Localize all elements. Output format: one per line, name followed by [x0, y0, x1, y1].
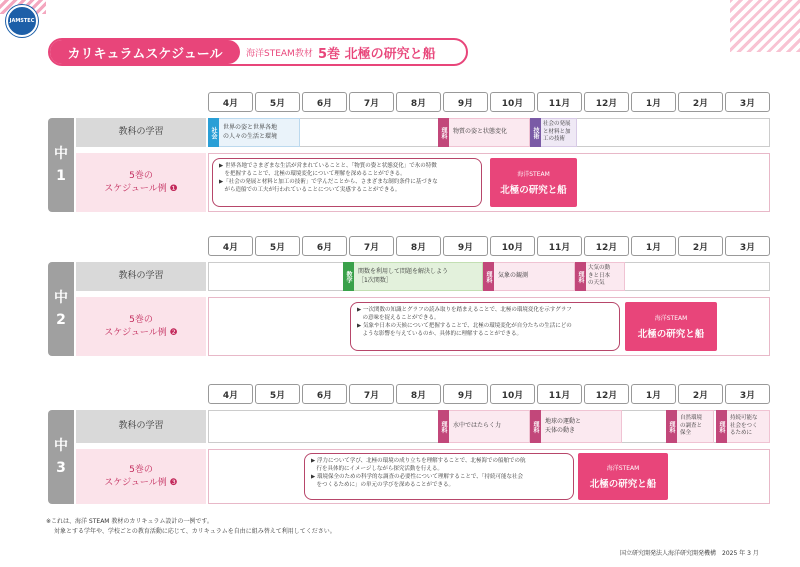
subject-item-text: と材料と加 — [543, 128, 571, 135]
month-cell: 4月 — [208, 92, 253, 112]
schedule-row-label — [76, 297, 206, 356]
title-bar — [48, 38, 468, 66]
month-cell: 12月 — [584, 236, 629, 256]
steam-title: 北極の研究と船 — [637, 329, 705, 340]
subject-item — [453, 410, 528, 443]
subject-item-text: きと日本 — [588, 272, 611, 279]
schedule-label-line — [104, 327, 177, 339]
steam-label: 海洋STEAM — [517, 171, 550, 178]
subject-tag: 理科 — [438, 118, 449, 147]
month-cell: 1月 — [631, 92, 676, 112]
schedule-label-text: スケジュール例 — [104, 183, 167, 194]
month-cell: 3月 — [725, 384, 770, 404]
subject-item — [223, 118, 301, 147]
month-cell: 1月 — [631, 236, 676, 256]
month-cell: 7月 — [349, 384, 394, 404]
schedule-note — [212, 158, 482, 207]
corner-stripes-right — [730, 0, 800, 52]
grade-prefix: 中 — [54, 437, 68, 454]
note-line: ▶ 一次関数の知識とグラフの読み取りを踏まえることで、北極の環境変化を示すグラフ — [357, 307, 572, 313]
volume-title: 5巻 北極の研究と船 — [318, 46, 436, 62]
subject-item-text: 社会の発展 — [543, 121, 571, 128]
subject-tag: 理科 — [530, 410, 541, 443]
month-cell: 8月 — [396, 236, 441, 256]
schedule-label-line: 5巻の — [129, 171, 153, 182]
month-cell: 1月 — [631, 384, 676, 404]
month-cell: 4月 — [208, 384, 253, 404]
subject-item — [498, 262, 573, 291]
note-line: ▶ 気象や日本の天候について把握することで、北極の環境変化が自分たちの生活にどの — [357, 322, 572, 329]
grade-number: 3 — [56, 460, 66, 476]
subject-item-text: の人々の生活と環境 — [223, 132, 278, 140]
month-cell: 11月 — [537, 384, 582, 404]
example-number: ❷ — [169, 327, 178, 338]
subject-row-label: 教科の学習 — [76, 262, 206, 291]
steam-lesson-block — [490, 158, 577, 207]
subject-tag: 理科 — [716, 410, 727, 443]
schedule-label-text: スケジュール例 — [104, 327, 167, 338]
month-cell: 6月 — [302, 384, 347, 404]
grade-label — [48, 262, 74, 356]
subject-tag: 理科 — [483, 262, 494, 291]
schedule-note — [304, 453, 574, 500]
subject-tag: 技術 — [530, 118, 541, 147]
month-cell: 3月 — [725, 236, 770, 256]
subject-item-text: るために — [730, 430, 753, 437]
credit: 国立研究開発法人海洋研究開発機構 2025 年 3 月 — [620, 550, 759, 557]
subject-item — [680, 410, 714, 443]
month-cell: 7月 — [349, 92, 394, 112]
subject-item — [543, 118, 577, 147]
subject-item-text: 保全 — [680, 430, 692, 437]
example-number: ❶ — [169, 183, 178, 194]
page-subtitle: 海洋STEAM教材 — [246, 48, 313, 59]
schedule-label-line — [104, 477, 177, 489]
month-cell: 6月 — [302, 236, 347, 256]
subject-item-text: ［1次関数］ — [358, 276, 392, 284]
subject-item-text: 天体の動き — [545, 426, 576, 434]
schedule-row-label — [76, 449, 206, 504]
month-cell: 10月 — [490, 236, 535, 256]
subject-tag: 理科 — [575, 262, 586, 291]
subject-item-text: 工の技術 — [543, 136, 566, 143]
month-cell: 5月 — [255, 92, 300, 112]
note-line: ▶ 浮力について学び、北極の環境の成り立ちを理解することで、北極海での船舶での航 — [311, 458, 526, 464]
month-cell: 10月 — [490, 384, 535, 404]
note-line: ▶ 環境保全のための科学的な調査の必要性について理解することで、「持続可能な社会 — [311, 473, 524, 480]
footnote-1: ※これは、海洋 STEAM 教材のカリキュラム設計の一例です。 — [46, 518, 213, 525]
subject-item — [545, 410, 620, 443]
grade-label — [48, 118, 74, 212]
grade-prefix: 中 — [54, 145, 68, 162]
subject-tag: 社会 — [208, 118, 219, 147]
page-title: カリキュラムスケジュール — [50, 40, 240, 64]
month-cell: 8月 — [396, 384, 441, 404]
month-cell: 2月 — [678, 384, 723, 404]
month-cell: 2月 — [678, 92, 723, 112]
schedule-label-line: 5巻の — [129, 465, 153, 476]
steam-lesson-block — [578, 453, 668, 500]
subject-item-text: 持続可能な — [730, 415, 758, 422]
month-cell: 9月 — [443, 236, 488, 256]
steam-label: 海洋STEAM — [654, 315, 688, 322]
footnote-2: 対象とする学年や、学校ごとの教育活動に応じて、カリキュラムを自由に組み替えて利用してください。 — [54, 528, 336, 535]
steam-title: 北極の研究と船 — [500, 185, 567, 196]
subject-item-text: 気象の観測 — [498, 272, 529, 280]
month-cell: 12月 — [584, 92, 629, 112]
note-line: をつくるために」の単元の学びを深めることができる。 — [311, 481, 455, 488]
subject-item — [588, 262, 624, 291]
subject-tag: 理科 — [666, 410, 677, 443]
month-cell: 2月 — [678, 236, 723, 256]
grade-prefix: 中 — [54, 289, 68, 306]
month-cell: 11月 — [537, 236, 582, 256]
month-cell: 6月 — [302, 92, 347, 112]
subject-item-text: 関数を利用して問題を解決しよう — [358, 268, 449, 276]
subject-item-text: の天気 — [588, 280, 605, 287]
steam-lesson-block — [625, 302, 717, 351]
subject-item — [358, 262, 482, 291]
schedule-label-line — [104, 183, 177, 195]
subject-item — [730, 410, 770, 443]
subject-item-text: 世界の姿と世界各地 — [223, 124, 278, 132]
schedule-label-text: スケジュール例 — [104, 477, 167, 488]
note-line: ような影響を与えているのか、具体的に理解することができる。 — [357, 330, 523, 337]
note-line: を把握することで、北極の環境変化について理解を深めることができる。 — [219, 170, 406, 177]
grade-label — [48, 410, 74, 504]
month-cell: 4月 — [208, 236, 253, 256]
subject-item-text: 水中ではたらく力 — [453, 422, 502, 430]
subject-item-text: の調査と — [680, 422, 703, 429]
note-line: ▶ 世界各地でさまざまな生活が営まれていることと、「物質の姿と状態変化」で氷の特徴 — [219, 163, 437, 169]
subject-tag: 理科 — [438, 410, 449, 443]
subject-row-label: 教科の学習 — [76, 410, 206, 443]
month-cell: 8月 — [396, 92, 441, 112]
subject-item-text: 自然環境 — [680, 415, 703, 422]
steam-label: 海洋STEAM — [606, 465, 640, 472]
month-cell: 5月 — [255, 384, 300, 404]
subject-item-text: 社会をつく — [730, 422, 758, 429]
subject-item — [453, 118, 528, 147]
subject-item-text: 地球の運動と — [545, 418, 582, 426]
note-line: ▶「社会の発展と材料と加工の技術」で学んだことから、さまざまな制約条件に基づきな — [219, 178, 438, 185]
note-line: 行を具体的にイメージしながら探究活動を行える。 — [311, 465, 443, 472]
grade-number: 2 — [56, 312, 66, 328]
month-cell: 3月 — [725, 92, 770, 112]
note-line: の意味を捉えることができる。 — [357, 314, 440, 321]
month-cell: 9月 — [443, 92, 488, 112]
month-cell: 5月 — [255, 236, 300, 256]
month-cell: 7月 — [349, 236, 394, 256]
month-cell: 9月 — [443, 384, 488, 404]
month-cell: 10月 — [490, 92, 535, 112]
month-cell: 11月 — [537, 92, 582, 112]
subject-item-text: 大気の動 — [588, 265, 611, 272]
note-line: がら造船での工夫が行われていることについて実感することができる。 — [219, 186, 401, 193]
schedule-label-line: 5巻の — [129, 315, 153, 326]
schedule-note — [350, 302, 620, 351]
subject-tag: 数学 — [343, 262, 354, 291]
subject-item-text: 物質の姿と状態変化 — [453, 128, 508, 136]
steam-title: 北極の研究と船 — [589, 479, 657, 490]
grade-number: 1 — [56, 168, 66, 184]
example-number: ❸ — [169, 477, 178, 488]
jamstec-logo: JAMSTEC — [6, 5, 38, 37]
schedule-row-label — [76, 153, 206, 212]
subject-row-label: 教科の学習 — [76, 118, 206, 147]
month-cell: 12月 — [584, 384, 629, 404]
